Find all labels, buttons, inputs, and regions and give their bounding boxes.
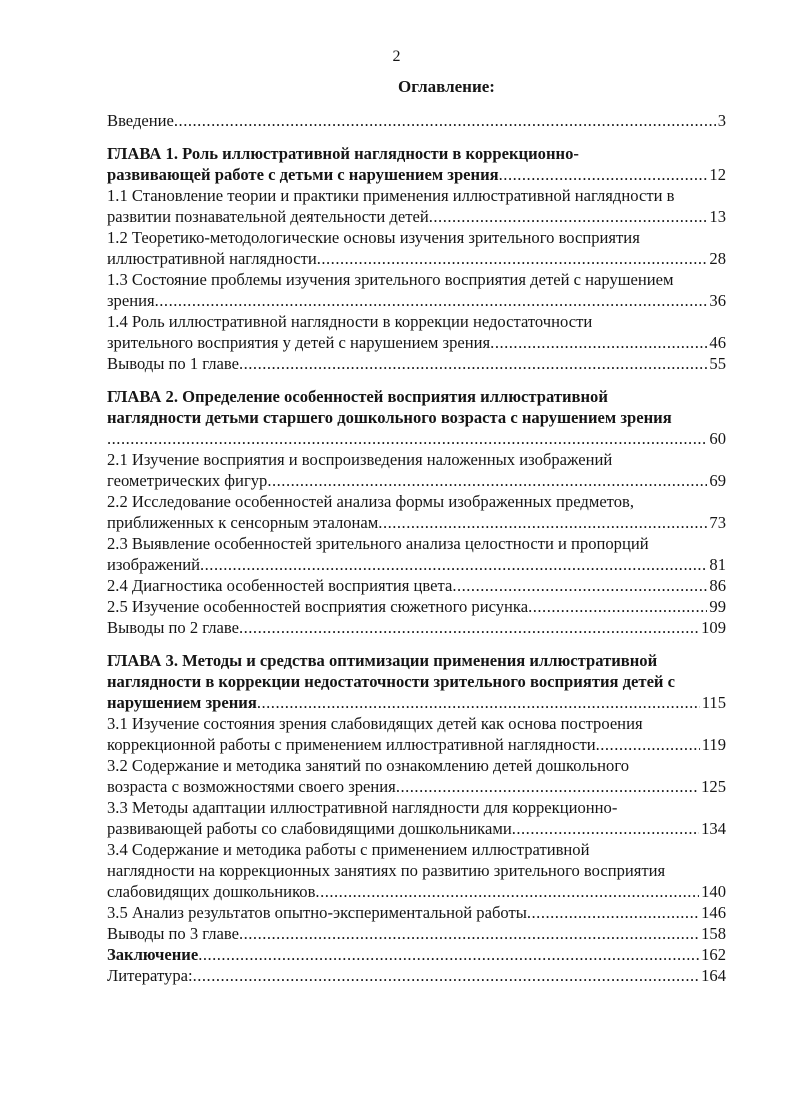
toc-entry-text: зрительного восприятия у детей с нарушением зрения bbox=[107, 333, 491, 352]
toc-section-3-2[interactable] bbox=[107, 755, 726, 797]
toc-entry-page: 46 bbox=[709, 333, 726, 352]
toc-entry-text: иллюстративной наглядности bbox=[107, 249, 317, 268]
toc-section-2-3[interactable] bbox=[107, 533, 726, 575]
toc-entry-page: 55 bbox=[709, 354, 726, 373]
toc-entry-text: 3.4 Содержание и методика работы с применением иллюстративной bbox=[107, 840, 590, 859]
toc-entry-page: 115 bbox=[701, 693, 726, 712]
toc-section-2-5[interactable] bbox=[107, 596, 726, 617]
toc-entry-text: развивающей работе с детьми с нарушением зрения bbox=[107, 165, 499, 184]
toc-entry-page: 3 bbox=[717, 111, 726, 130]
toc-entry-text: Введение bbox=[107, 111, 174, 130]
toc-entry-text: 2.4 Диагностика особенностей восприятия цвета bbox=[107, 576, 453, 595]
toc-entry-text: Литература: bbox=[107, 966, 193, 985]
toc-section-3-3[interactable] bbox=[107, 797, 726, 839]
table-of-contents bbox=[107, 110, 726, 986]
toc-entry-text: наглядности детьми старшего дошкольного возраста с нарушением зрения bbox=[107, 408, 672, 427]
toc-entry-page: 73 bbox=[709, 513, 726, 532]
toc-entry-page: 125 bbox=[701, 777, 726, 796]
toc-section-1-4[interactable] bbox=[107, 311, 726, 353]
toc-entry-text: Заключение bbox=[107, 945, 199, 964]
toc-entry-text: 3.5 Анализ результатов опытно-экспериментальной работы bbox=[107, 903, 527, 922]
toc-section-2-2[interactable] bbox=[107, 491, 726, 533]
toc-entry-text: приближенных к сенсорным эталонам bbox=[107, 513, 379, 532]
toc-section-3-4[interactable] bbox=[107, 839, 726, 902]
toc-entry-page: 162 bbox=[701, 945, 726, 964]
toc-entry-text: ГЛАВА 1. Роль иллюстративной наглядности в коррекционно- bbox=[107, 144, 579, 163]
toc-entry-text: зрения bbox=[107, 291, 155, 310]
toc-chapter-3[interactable] bbox=[107, 650, 726, 713]
toc-section-3-5[interactable] bbox=[107, 902, 726, 923]
toc-entry-page: 81 bbox=[709, 555, 726, 574]
toc-conclusion[interactable] bbox=[107, 944, 726, 965]
toc-title: Оглавление: bbox=[398, 77, 495, 96]
toc-entry-text: ГЛАВА 2. Определение особенностей восприятия иллюстративной bbox=[107, 387, 608, 406]
toc-entry-text: наглядности в коррекции недостаточности зрительного восприятия детей с bbox=[107, 672, 676, 691]
toc-entry-page: 146 bbox=[701, 903, 726, 922]
toc-section-1-1[interactable] bbox=[107, 185, 726, 227]
toc-entry-text: 3.3 Методы адаптации иллюстративной наглядности для коррекционно- bbox=[107, 798, 618, 817]
toc-entry-page: 99 bbox=[709, 597, 726, 616]
toc-entry-text: ГЛАВА 3. Методы и средства оптимизации применения иллюстративной bbox=[107, 651, 658, 670]
toc-entry-text: геометрических фигур bbox=[107, 471, 268, 490]
toc-entry-text: изображений bbox=[107, 555, 200, 574]
toc-entry-text: 1.4 Роль иллюстративной наглядности в коррекции недостаточности bbox=[107, 312, 593, 331]
toc-entry-text: развитии познавательной деятельности детей bbox=[107, 207, 429, 226]
toc-entry-page: 13 bbox=[709, 207, 726, 226]
toc-section-1-2[interactable] bbox=[107, 227, 726, 269]
toc-entry-page: 109 bbox=[701, 618, 726, 637]
toc-entry-page: 60 bbox=[709, 429, 726, 448]
toc-conclusions-1[interactable] bbox=[107, 353, 726, 374]
toc-entry-text: 3.2 Содержание и методика занятий по ознакомлению детей дошкольного bbox=[107, 756, 630, 775]
toc-entry-intro[interactable] bbox=[107, 110, 726, 131]
page-number: 2 bbox=[392, 48, 401, 65]
toc-entry-text: 3.1 Изучение состояния зрения слабовидящих детей как основа построения bbox=[107, 714, 643, 733]
toc-entry-text: 1.2 Теоретико-методологические основы изучения зрительного восприятия bbox=[107, 228, 640, 247]
toc-entry-text: нарушением зрения bbox=[107, 693, 257, 712]
toc-entry-text: 2.1 Изучение восприятия и воспроизведения наложенных изображений bbox=[107, 450, 613, 469]
toc-entry-text: 2.5 Изучение особенностей восприятия сюжетного рисунка bbox=[107, 597, 529, 616]
toc-entry-text: слабовидящих дошкольников bbox=[107, 882, 316, 901]
toc-entry-text: Выводы по 2 главе bbox=[107, 618, 239, 637]
toc-entry-page: 86 bbox=[709, 576, 726, 595]
toc-entry-page: 140 bbox=[701, 882, 726, 901]
toc-entry-text: Выводы по 1 главе bbox=[107, 354, 239, 373]
toc-entry-page: 158 bbox=[701, 924, 726, 943]
toc-section-3-1[interactable] bbox=[107, 713, 726, 755]
toc-entry-text: коррекционной работы с применением иллюстративной наглядности bbox=[107, 735, 596, 754]
toc-entry-text: Выводы по 3 главе bbox=[107, 924, 239, 943]
toc-entry-page: 134 bbox=[701, 819, 726, 838]
toc-entry-page: 119 bbox=[701, 735, 726, 754]
toc-entry-text: 1.3 Состояние проблемы изучения зрительного восприятия детей с нарушением bbox=[107, 270, 674, 289]
toc-entry-text: 1.1 Становление теории и практики применения иллюстративной наглядности в bbox=[107, 186, 675, 205]
toc-entry-text: наглядности на коррекционных занятиях по развитию зрительного восприятия bbox=[107, 861, 666, 880]
toc-entry-page: 69 bbox=[709, 471, 726, 490]
toc-conclusions-3[interactable] bbox=[107, 923, 726, 944]
toc-conclusions-2[interactable] bbox=[107, 617, 726, 638]
toc-entry-text: возраста с возможностями своего зрения bbox=[107, 777, 396, 796]
toc-section-1-3[interactable] bbox=[107, 269, 726, 311]
toc-section-2-4[interactable] bbox=[107, 575, 726, 596]
toc-entry-page: 12 bbox=[709, 165, 726, 184]
toc-chapter-1[interactable] bbox=[107, 143, 726, 185]
toc-entry-text: 2.3 Выявление особенностей зрительного анализа целостности и пропорций bbox=[107, 534, 649, 553]
toc-entry-page: 36 bbox=[709, 291, 726, 310]
toc-entry-page: 164 bbox=[701, 966, 726, 985]
toc-entry-page: 28 bbox=[709, 249, 726, 268]
toc-literature[interactable] bbox=[107, 965, 726, 986]
toc-entry-text: развивающей работы со слабовидящими дошкольниками bbox=[107, 819, 512, 838]
toc-chapter-2[interactable] bbox=[107, 386, 726, 449]
toc-entry-text: 2.2 Исследование особенностей анализа формы изображенных предметов, bbox=[107, 492, 634, 511]
toc-section-2-1[interactable] bbox=[107, 449, 726, 491]
